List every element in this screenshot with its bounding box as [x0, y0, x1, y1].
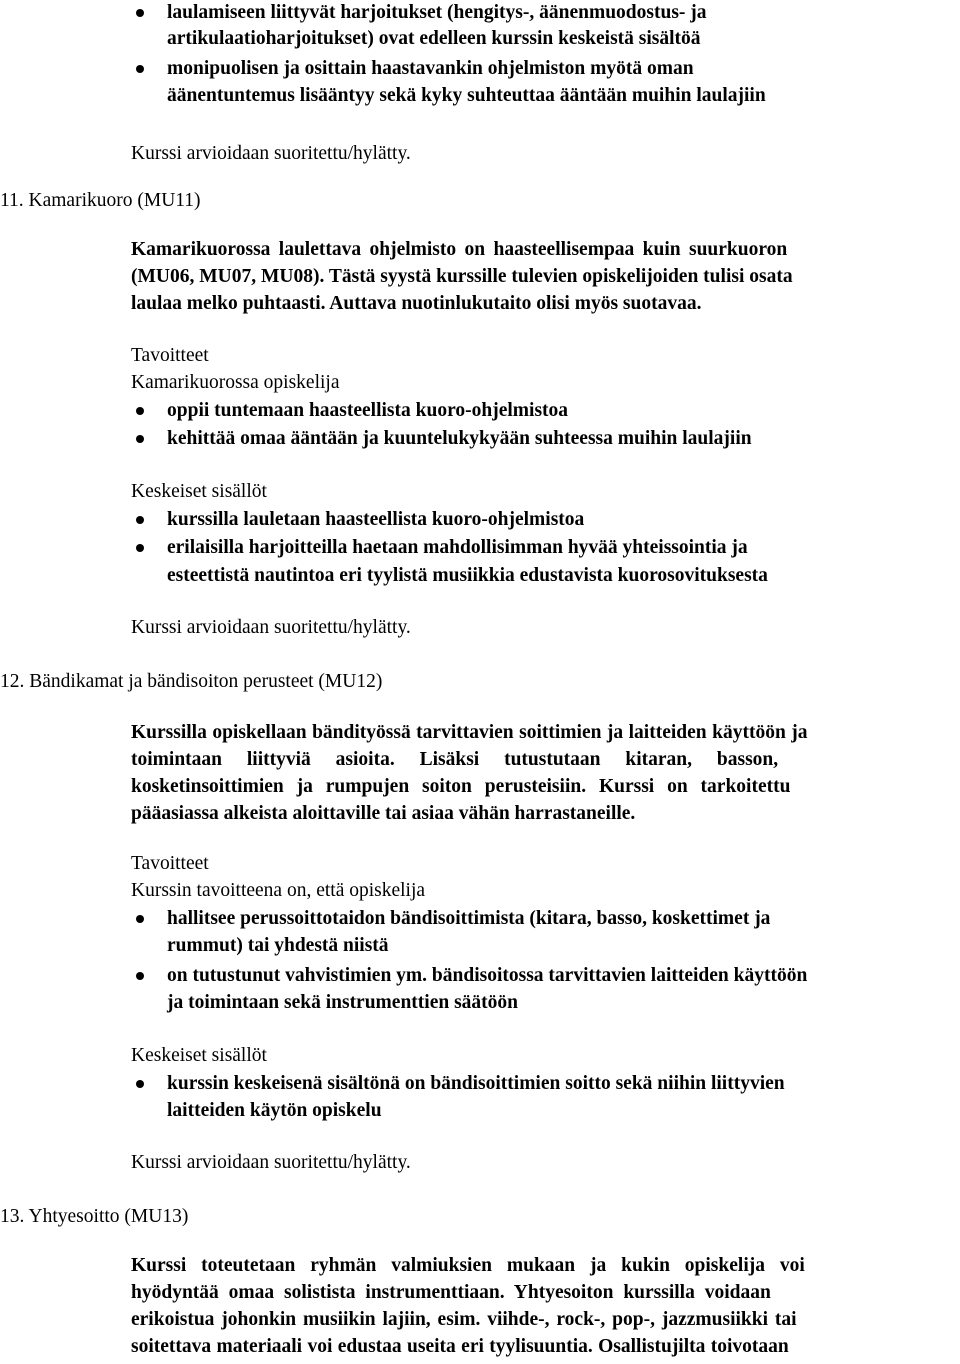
bullet-icon	[136, 972, 144, 980]
goals-lead: Kamarikuorossa opiskelija	[131, 372, 340, 393]
section-heading-goals: Tavoitteet	[131, 345, 209, 366]
bullet-icon	[136, 915, 144, 923]
assessment-text: Kurssi arvioidaan suoritettu/hylätty.	[131, 143, 411, 164]
goal-item: rummut) tai yhdestä niistä	[167, 935, 389, 956]
bullet-icon	[136, 65, 144, 73]
intro-line: laulaa melko puhtaasti. Auttava nuotinlukutaito olisi myös suotavaa.	[131, 293, 702, 314]
goal-item: ja toimintaan sekä instrumenttien säätöön	[167, 992, 519, 1013]
goal-item: hallitsee perussoittotaidon bändisoittimista (kitara, basso, koskettimet ja	[167, 908, 771, 929]
bullet-icon	[136, 516, 144, 524]
section-heading-content: Keskeiset sisällöt	[131, 1045, 267, 1066]
course-heading: 12. Bändikamat ja bändisoiton perusteet (MU12)	[0, 671, 383, 692]
section-heading-content: Keskeiset sisällöt	[131, 481, 267, 502]
bullet-icon	[136, 1080, 144, 1088]
content-item: kurssin keskeisenä sisältönä on bändisoittimien soitto sekä niihin liittyvien	[167, 1073, 785, 1094]
course-heading: 11. Kamarikuoro (MU11)	[0, 190, 201, 211]
bullet-text: laulamiseen liittyvät harjoitukset (hengitys-, äänenmuodostus- ja	[167, 2, 707, 23]
goals-lead: Kurssin tavoitteena on, että opiskelija	[131, 880, 426, 901]
content-item: erilaisilla harjoitteilla haetaan mahdollisimman hyvää yhteissointia ja	[167, 537, 748, 558]
bullet-text: äänentuntemus lisääntyy sekä kyky suhteuttaa ääntään muihin laulajiin	[167, 85, 766, 106]
intro-line: hyödyntää omaa solistista instrumenttiaan. Yhtyesoiton kurssilla voidaan	[131, 1282, 771, 1303]
intro-line: toimintaan liittyviä asioita. Lisäksi tutustutaan kitaran, basson,	[131, 749, 779, 770]
bullet-text: artikulaatioharjoitukset) ovat edelleen kurssin keskeistä sisältöä	[167, 28, 701, 49]
goal-item: on tutustunut vahvistimien ym. bändisoitossa tarvittavien laitteiden käyttöön	[167, 965, 808, 986]
bullet-icon	[136, 9, 144, 17]
content-item: esteettistä nautintoa eri tyylistä musiikkia edustavista kuorosovituksesta	[167, 565, 768, 586]
content-item: laitteiden käytön opiskelu	[167, 1100, 382, 1121]
bullet-text: monipuolisen ja osittain haastavankin ohjelmiston myötä oman	[167, 58, 694, 79]
intro-line: (MU06, MU07, MU08). Tästä syystä kurssille tulevien opiskelijoiden tulisi osata	[131, 266, 793, 287]
goal-item: oppii tuntemaan haasteellista kuoro-ohjelmistoa	[167, 400, 569, 421]
goal-item: kehittää omaa ääntään ja kuuntelukykyään suhteessa muihin laulajiin	[167, 428, 752, 449]
intro-line: Kurssi toteutetaan ryhmän valmiuksien mukaan ja kukin opiskelija voi	[131, 1255, 805, 1276]
intro-line: Kurssilla opiskellaan bändityössä tarvittavien soittimien ja laitteiden käyttöön ja	[131, 722, 808, 743]
intro-line: Kamarikuorossa laulettava ohjelmisto on haasteellisempaa kuin suurkuoron	[131, 239, 788, 260]
intro-line: kosketinsoittimien ja rumpujen soiton perusteisiin. Kurssi on tarkoitettu	[131, 776, 791, 797]
bullet-icon	[136, 435, 144, 443]
course-heading: 13. Yhtyesoitto (MU13)	[0, 1206, 189, 1227]
bullet-icon	[136, 407, 144, 415]
assessment-text: Kurssi arvioidaan suoritettu/hylätty.	[131, 617, 411, 638]
intro-line: erikoistua johonkin musiikin lajiin, esim. viihde-, rock-, pop-, jazzmusiikki tai	[131, 1309, 797, 1330]
content-item: kurssilla lauletaan haasteellista kuoro-ohjelmistoa	[167, 509, 585, 530]
intro-line: soitettava materiaali voi edustaa useita eri tyylisuuntia. Osallistujilta toivotaan	[131, 1336, 789, 1357]
assessment-text: Kurssi arvioidaan suoritettu/hylätty.	[131, 1152, 411, 1173]
intro-line: pääasiassa alkeista aloittaville tai asiaa vähän harrastaneille.	[131, 803, 636, 824]
bullet-icon	[136, 544, 144, 552]
section-heading-goals: Tavoitteet	[131, 853, 209, 874]
